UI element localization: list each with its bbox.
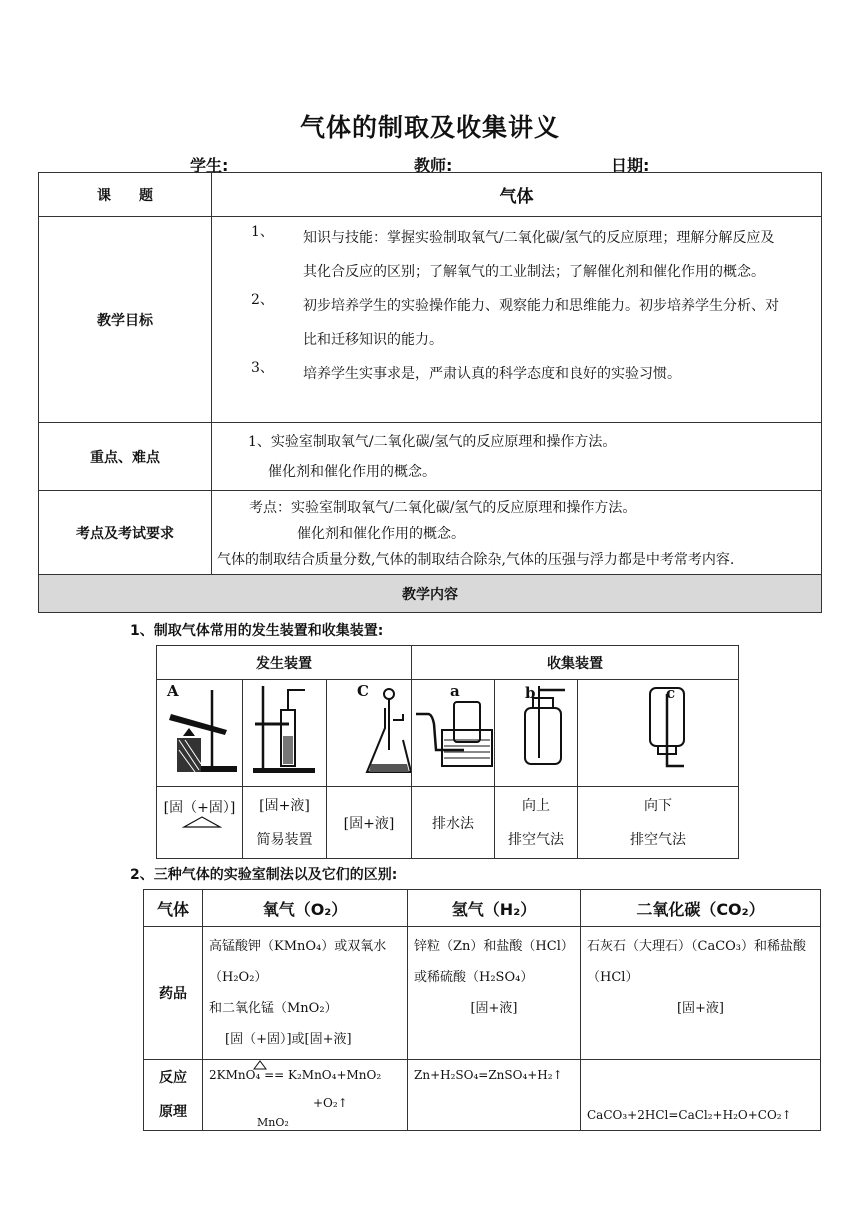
o2-equation: 2KMnO₄ == K₂MnO₄+MnO₂ +O₂↑ MnO₂ bbox=[203, 1060, 408, 1131]
key-points-label: 重点、难点 bbox=[39, 423, 212, 491]
apparatus-down-cell: c bbox=[578, 680, 739, 787]
generator-header: 发生装置 bbox=[157, 646, 412, 680]
apparatus-table bbox=[156, 645, 739, 859]
page-title: 气体的制取及收集讲义 bbox=[299, 113, 560, 142]
simple-generator-diagram bbox=[243, 680, 326, 782]
header-co2: 二氧化碳（CO₂） bbox=[581, 890, 821, 927]
date-label: 日期: bbox=[611, 156, 650, 175]
student-label: 学生: bbox=[190, 156, 229, 175]
heating-triangle-icon bbox=[253, 1060, 267, 1070]
label-solid-liquid: [固+液] bbox=[327, 787, 412, 859]
teaching-content-header: 教学内容 bbox=[39, 575, 822, 613]
goal-item: 3、 培养学生实事求是，严肃认真的科学态度和良好的实验习惯。 bbox=[251, 360, 681, 382]
header-hydrogen: 氢气（H₂） bbox=[408, 890, 581, 927]
goal-item: 1、 知识与技能：掌握实验制取氧气/二氧化碳/氢气的反应原理；理解分解反应及 其化合反应的区别；了解氧气的工业制法；了解催化剂和催化作用的概念。 bbox=[251, 224, 775, 280]
goal-item: 2、 初步培养学生的实验操作能力、观察能力和思维能力。初步培养学生分析、对 比和迁移知识的能力。 bbox=[251, 292, 779, 348]
row-reaction-label: 反应 原理 bbox=[144, 1060, 203, 1131]
label-solid-liquid-simple: [固+液] 简易装置 bbox=[243, 787, 327, 859]
topic-label: 课 题 bbox=[39, 173, 212, 217]
apparatus-b-cell bbox=[243, 680, 327, 787]
co2-drugs: 石灰石（大理石）（CaCO₃）和稀盐酸 （HCl） [固+液] bbox=[581, 927, 821, 1060]
section-2-heading: 2、三种气体的实验室制法以及它们的区别: bbox=[130, 867, 398, 883]
header-gas: 气体 bbox=[144, 890, 203, 927]
goals-cell bbox=[212, 217, 822, 423]
collector-header: 收集装置 bbox=[412, 646, 739, 680]
apparatus-c-cell: C bbox=[327, 680, 412, 787]
apparatus-a-cell: A bbox=[157, 680, 243, 787]
h2-equation: Zn+H₂SO₄=ZnSO₄+H₂↑ bbox=[408, 1060, 581, 1131]
apparatus-water-cell: a bbox=[412, 680, 495, 787]
label-solid-solid: [固（+固）] bbox=[157, 787, 243, 859]
lesson-info-table bbox=[38, 172, 822, 613]
conical-flask-diagram bbox=[327, 680, 411, 782]
label-downward: 向下 排空气法 bbox=[578, 787, 739, 859]
gas-comparison-table bbox=[143, 889, 821, 1131]
label-upward: 向上 排空气法 bbox=[495, 787, 578, 859]
exam-label: 考点及考试要求 bbox=[39, 491, 212, 575]
goals-label: 教学目标 bbox=[39, 217, 212, 423]
h2-drugs: 锌粒（Zn）和盐酸（HCl） 或稀硫酸（H₂SO₄） [固+液] bbox=[408, 927, 581, 1060]
downward-air-collection-diagram bbox=[578, 680, 738, 782]
section-1-heading: 1、制取气体常用的发生装置和收集装置: bbox=[130, 623, 384, 639]
co2-equation: CaCO₃+2HCl=CaCl₂+H₂O+CO₂↑ bbox=[581, 1060, 821, 1131]
apparatus-up-cell: b bbox=[495, 680, 578, 787]
key-points-cell: 1、实验室制取氧气/二氧化碳/氢气的反应原理和操作方法。 催化剂和催化作用的概念。 bbox=[212, 423, 822, 491]
exam-cell: 考点：实验室制取氧气/二氧化碳/氢气的反应原理和操作方法。 催化剂和催化作用的概念。 气体的制取结合质量分数,气体的制取结合除杂,气体的压强与浮力都是中考常考内容. bbox=[212, 491, 822, 575]
upward-air-collection-diagram bbox=[495, 680, 577, 782]
header-oxygen: 氧气（O₂） bbox=[203, 890, 408, 927]
heating-triangle-icon bbox=[182, 815, 222, 829]
teacher-label: 教师: bbox=[414, 156, 453, 175]
o2-drugs: 高锰酸钾（KMnO₄）或双氧水（H₂O₂） 和二氧化锰（MnO₂） [固（+固）]或[固+液] bbox=[203, 927, 408, 1060]
row-drugs-label: 药品 bbox=[144, 927, 203, 1060]
topic-value: 气体 bbox=[212, 173, 822, 217]
label-water: 排水法 bbox=[412, 787, 495, 859]
